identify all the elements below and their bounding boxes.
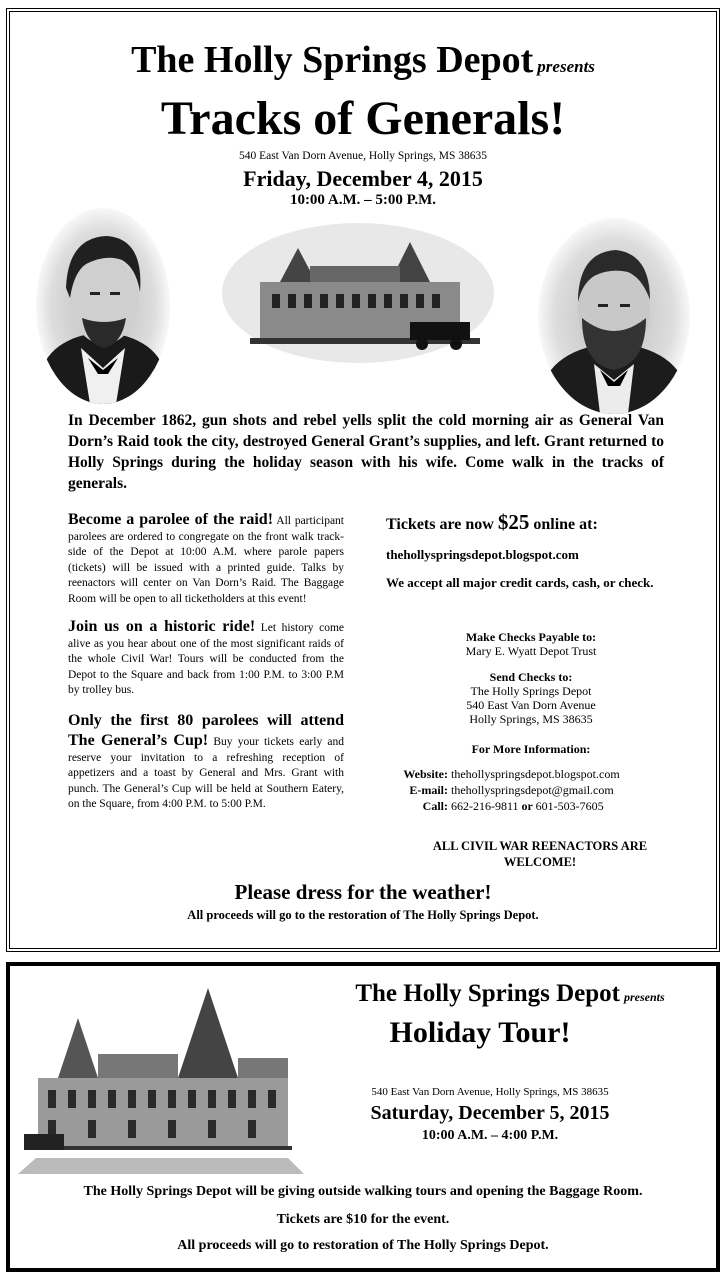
section-ride-body: Let history come alive as you hear about one of the most significant raids of the whole Civil War! Tours will be conducted from the Depot to the Square and back from 1:00 P.M. to 3:00 P.M by trolley bus. (68, 622, 345, 696)
tickets-price: $25 (497, 510, 530, 534)
flyer2-header (310, 980, 710, 1008)
checks-block (386, 630, 676, 756)
tickets-prefix: Tickets are now (386, 516, 498, 533)
flyer1-left-column (68, 512, 344, 813)
more-info-heading: For More Information: (471, 742, 591, 756)
website-label: Website: (403, 767, 448, 781)
flyer2-address: 540 East Van Dorn Avenue, Holly Springs, MS 38635 (371, 1086, 609, 1098)
website-value[interactable]: thehollyspringsdepot.blogspot.com (451, 767, 620, 781)
section-cup-body: Buy your tickets early and reserve your invitation to a refreshing reception of appetizers and a toast by General and Mrs. Grant with punch. The General’s Cup will be held at Southern Eatery, on the Square, from 4:00 P.M. to 5:00 P.M. (68, 735, 345, 810)
flyer2-line3: All proceeds will go to restoration of The Holly Springs Depot. (177, 1238, 549, 1253)
flyer1-proceeds: All proceeds will go to the restoration of The Holly Springs Depot. (187, 908, 539, 922)
section-parolee (68, 512, 344, 607)
flyer1-time: 10:00 A.M. – 5:00 P.M. (289, 192, 437, 208)
flyer2-line1: The Holly Springs Depot will be giving outside walking tours and opening the Baggage Room. (83, 1184, 643, 1199)
dress-note: Please dress for the weather! (234, 880, 492, 904)
flyer1-date: Friday, December 4, 2015 (243, 166, 483, 191)
call-label: Call: (422, 799, 448, 813)
tickets-url[interactable]: thehollyspringsdepot.blogspot.com (386, 547, 579, 562)
contact-website (392, 766, 692, 782)
section-parolee-lead: Become a parolee of the raid! (68, 511, 274, 528)
section-generals-cup (68, 711, 344, 813)
flyer-tracks-of-generals (6, 8, 720, 952)
depot-engraving (220, 222, 496, 364)
flyer1-header (10, 38, 716, 82)
email-label: E-mail: (409, 783, 448, 797)
flyer1-header-title: The Holly Springs Depot (131, 39, 534, 81)
checks-payable-heading: Make Checks Payable to: (465, 630, 597, 644)
flyer2-date: Saturday, December 5, 2015 (370, 1102, 610, 1124)
flyer2-main-title: Holiday Tour! (389, 1016, 571, 1049)
flyer1-address: 540 East Van Dorn Avenue, Holly Springs, MS 38635 (238, 150, 488, 162)
send-checks-line2: 540 East Van Dorn Avenue (466, 698, 596, 712)
flyer1-right-column (386, 510, 676, 591)
section-parolee-body: All participant parolees are ordered to congregate on the front walk track-side of the Depot at 10:00 A.M. where parole papers (tickets) will be issued with a printed guide. Talks by reenactors will center on Van Dorn’s Raid. The Baggage Room will be open to all ticketholders at this event! (68, 515, 344, 605)
contact-call (392, 798, 692, 814)
tickets-suffix: online at: (529, 516, 598, 533)
section-cup-lead: Only the first 80 parolees will attend The General’s Cup! (68, 711, 344, 749)
flyer-holiday-tour (6, 962, 720, 1272)
flyer1-main-title: Tracks of Generals! (160, 92, 566, 145)
flyer1-presents: presents (537, 57, 595, 76)
send-checks-line1: The Holly Springs Depot (470, 684, 592, 698)
flyer1-intro: In December 1862, gun shots and rebel yells split the cold morning air as General Van Dorn’s Raid took the city, destroyed General Grant’s supplies, and left. Grant returned to Holly Springs during the holiday season with his wife. Come walk in the tracks of generals. (68, 412, 664, 492)
flyer2-presents: presents (623, 990, 665, 1004)
call-value-2[interactable]: 601-503-7605 (535, 799, 604, 813)
reenactors-note: ALL CIVIL WAR REENACTORS ARE WELCOME! (432, 839, 648, 869)
email-value[interactable]: thehollyspringsdepot@gmail.com (451, 783, 614, 797)
call-or: or (518, 799, 536, 813)
flyer2-line2: Tickets are $10 for the event. (276, 1212, 450, 1227)
send-checks-heading: Send Checks to: (489, 670, 573, 684)
contact-email (392, 782, 692, 798)
depot-engraving-2 (18, 978, 304, 1174)
send-checks-line3: Holly Springs, MS 38635 (469, 712, 593, 726)
flyer2-header-title: The Holly Springs Depot (355, 980, 620, 1007)
checks-payable-name: Mary E. Wyatt Depot Trust (465, 644, 597, 658)
portrait-grant (538, 218, 690, 414)
portrait-van-dorn (36, 208, 170, 404)
section-ride-lead: Join us on a historic ride! (68, 618, 256, 635)
section-historic-ride (68, 619, 344, 699)
call-value-1[interactable]: 662-216-9811 (451, 799, 519, 813)
tickets-line (386, 510, 676, 535)
contact-block (392, 766, 692, 814)
payment-note: We accept all major credit cards, cash, or check. (386, 575, 654, 590)
flyer2-time: 10:00 A.M. – 4:00 P.M. (421, 1128, 559, 1143)
